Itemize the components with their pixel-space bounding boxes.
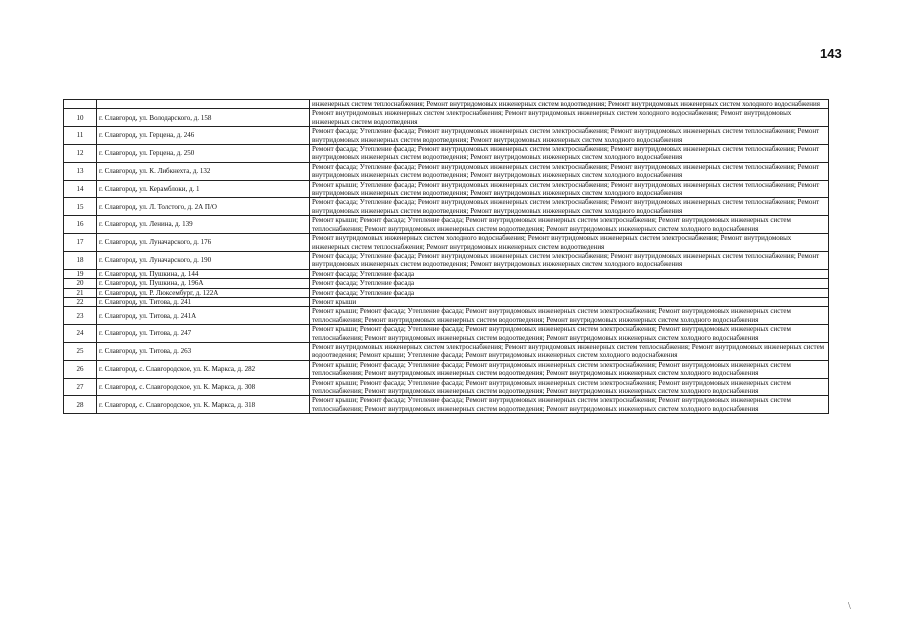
row-number: 14 — [64, 180, 97, 198]
table-row — [64, 325, 829, 343]
row-address: г. Славгород, с. Славгородское, ул. К. Маркса, д. 318 — [97, 396, 310, 414]
row-address: г. Славгород, ул. Герцена, д. 250 — [97, 145, 310, 163]
row-works: Ремонт крыши; Ремонт фасада; Утепление фасада; Ремонт внутридомовых инженерных систем электроснабжения; Ремонт внутридомовых инженерных систем теплоснабжения; Ремонт внутридомовых инженерных систем водоотведения; Ремонт внутридомовых инженерных систем холодного водоснабжения — [310, 360, 829, 378]
table-row — [64, 109, 829, 127]
row-works: инженерных систем теплоснабжения; Ремонт внутридомовых инженерных систем водоотведения; Ремонт внутридомовых инженерных систем холодного водоснабжения — [310, 100, 829, 109]
row-works: Ремонт крыши; Ремонт фасада; Утепление фасада; Ремонт внутридомовых инженерных систем электроснабжения; Ремонт внутридомовых инженерных систем теплоснабжения; Ремонт внутридомовых инженерных систем водоотведения; Ремонт внутридомовых инженерных систем холодного водоснабжения — [310, 325, 829, 343]
row-number: 26 — [64, 360, 97, 378]
row-works: Ремонт фасада; Утепление фасада; Ремонт внутридомовых инженерных систем электроснабжения; Ремонт внутридомовых инженерных систем теплоснабжения; Ремонт внутридомовых инженерных систем водоотведения; Ремонт внутридомовых инженерных систем холодного водоснабжения — [310, 251, 829, 269]
row-number: 10 — [64, 109, 97, 127]
table-row — [64, 180, 829, 198]
page-number: 143 — [820, 46, 842, 61]
row-address: г. Славгород, с. Славгородское, ул. К. Маркса, д. 282 — [97, 360, 310, 378]
row-works: Ремонт крыши; Ремонт фасада; Утепление фасада; Ремонт внутридомовых инженерных систем электроснабжения; Ремонт внутридомовых инженерных систем теплоснабжения; Ремонт внутридомовых инженерных систем водоотведения; Ремонт внутридомовых инженерных систем холодного водоснабжения — [310, 396, 829, 414]
row-address: г. Славгород, ул. Володарского, д. 158 — [97, 109, 310, 127]
repair-schedule-table — [63, 99, 829, 414]
row-works: Ремонт крыши; Ремонт фасада; Утепление фасада; Ремонт внутридомовых инженерных систем электроснабжения; Ремонт внутридомовых инженерных систем теплоснабжения; Ремонт внутридомовых инженерных систем водоотведения; Ремонт внутридомовых инженерных систем холодного водоснабжения — [310, 216, 829, 234]
row-works: Ремонт крыши — [310, 297, 829, 306]
row-number: 17 — [64, 234, 97, 252]
row-number: 22 — [64, 297, 97, 306]
table-row — [64, 127, 829, 145]
row-address: г. Славгород, с. Славгородское, ул. К. Маркса, д. 308 — [97, 378, 310, 396]
row-works: Ремонт крыши; Ремонт фасада; Утепление фасада; Ремонт внутридомовых инженерных систем электроснабжения; Ремонт внутридомовых инженерных систем теплоснабжения; Ремонт внутридомовых инженерных систем водоотведения; Ремонт внутридомовых инженерных систем холодного водоснабжения — [310, 378, 829, 396]
table-row — [64, 378, 829, 396]
row-works: Ремонт крыши; Ремонт фасада; Утепление фасада; Ремонт внутридомовых инженерных систем электроснабжения; Ремонт внутридомовых инженерных систем теплоснабжения; Ремонт внутридомовых инженерных систем водоотведения; Ремонт внутридомовых инженерных систем холодного водоснабжения — [310, 307, 829, 325]
table-row — [64, 251, 829, 269]
row-number: 24 — [64, 325, 97, 343]
table-row — [64, 216, 829, 234]
row-number: 18 — [64, 251, 97, 269]
row-address: г. Славгород, ул. Р. Люксембург, д. 122А — [97, 288, 310, 297]
row-number: 27 — [64, 378, 97, 396]
row-number: 15 — [64, 198, 97, 216]
row-works: Ремонт внутридомовых инженерных систем электроснабжения; Ремонт внутридомовых инженерных систем холодного водоснабжения; Ремонт внутридомовых инженерных систем водоотведения — [310, 109, 829, 127]
table-body — [64, 100, 829, 414]
row-address: г. Славгород, ул. Герцена, д. 246 — [97, 127, 310, 145]
row-number: 11 — [64, 127, 97, 145]
row-works: Ремонт внутридомовых инженерных систем холодного водоснабжения; Ремонт внутридомовых инженерных систем электроснабжения; Ремонт внутридомовых инженерных систем теплоснабжения; Ремонт внутридомовых инженерных систем водоотведения — [310, 234, 829, 252]
row-address: г. Славгород, ул. Л. Толстого, д. 2А П/О — [97, 198, 310, 216]
row-works: Ремонт фасада; Утепление фасада; Ремонт внутридомовых инженерных систем электроснабжения; Ремонт внутридомовых инженерных систем теплоснабжения; Ремонт внутридомовых инженерных систем водоотведения; Ремонт внутридомовых инженерных систем холодного водоснабжения — [310, 145, 829, 163]
row-number — [64, 100, 97, 109]
row-number: 21 — [64, 288, 97, 297]
row-number: 16 — [64, 216, 97, 234]
row-number: 13 — [64, 162, 97, 180]
table-row — [64, 396, 829, 414]
row-number: 25 — [64, 342, 97, 360]
row-address: г. Славгород, ул. Керамблоки, д. 1 — [97, 180, 310, 198]
table-row — [64, 234, 829, 252]
row-address: г. Славгород, ул. Луначарского, д. 190 — [97, 251, 310, 269]
row-address: г. Славгород, ул. Титова, д. 241А — [97, 307, 310, 325]
table-row — [64, 100, 829, 109]
table-row — [64, 198, 829, 216]
table-row — [64, 162, 829, 180]
row-address: г. Славгород, ул. Титова, д. 263 — [97, 342, 310, 360]
table-row — [64, 269, 829, 278]
row-address: г. Славгород, ул. К. Либкнехта, д. 132 — [97, 162, 310, 180]
row-works: Ремонт фасада; Утепление фасада; Ремонт внутридомовых инженерных систем электроснабжения; Ремонт внутридомовых инженерных систем теплоснабжения; Ремонт внутридомовых инженерных систем водоотведения; Ремонт внутридомовых инженерных систем холодного водоснабжения — [310, 127, 829, 145]
row-address: г. Славгород, ул. Ленина, д. 139 — [97, 216, 310, 234]
table-row — [64, 279, 829, 288]
row-address: г. Славгород, ул. Титова, д. 241 — [97, 297, 310, 306]
row-works: Ремонт фасада; Утепление фасада; Ремонт внутридомовых инженерных систем электроснабжения; Ремонт внутридомовых инженерных систем теплоснабжения; Ремонт внутридомовых инженерных систем водоотведения; Ремонт внутридомовых инженерных систем холодного водоснабжения — [310, 162, 829, 180]
stray-mark: \ — [848, 601, 851, 612]
row-number: 23 — [64, 307, 97, 325]
row-number: 12 — [64, 145, 97, 163]
row-address: г. Славгород, ул. Луначарского, д. 176 — [97, 234, 310, 252]
row-address: г. Славгород, ул. Пушкина, д. 144 — [97, 269, 310, 278]
row-works: Ремонт крыши; Утепление фасада; Ремонт внутридомовых инженерных систем электроснабжения; Ремонт внутридомовых инженерных систем теплоснабжения; Ремонт внутридомовых инженерных систем водоотведения; Ремонт внутридомовых инженерных систем холодного водоснабжения — [310, 180, 829, 198]
row-works: Ремонт фасада; Утепление фасада — [310, 269, 829, 278]
table-row — [64, 307, 829, 325]
table-row — [64, 288, 829, 297]
row-number: 20 — [64, 279, 97, 288]
table-row — [64, 297, 829, 306]
row-works: Ремонт фасада; Утепление фасада — [310, 279, 829, 288]
row-works: Ремонт фасада; Утепление фасада — [310, 288, 829, 297]
row-address: г. Славгород, ул. Титова, д. 247 — [97, 325, 310, 343]
table-row — [64, 145, 829, 163]
row-works: Ремонт внутридомовых инженерных систем электроснабжения; Ремонт внутридомовых инженерных систем теплоснабжения; Ремонт внутридомовых инженерных систем водоотведения; Ремонт крыши; Утепление фасада; Ремонт внутридомовых инженерных систем холодного водоснабжения — [310, 342, 829, 360]
row-works: Ремонт фасада; Утепление фасада; Ремонт внутридомовых инженерных систем электроснабжения; Ремонт внутридомовых инженерных систем теплоснабжения; Ремонт внутридомовых инженерных систем водоотведения; Ремонт внутридомовых инженерных систем холодного водоснабжения — [310, 198, 829, 216]
row-address: г. Славгород, ул. Пушкина, д. 196А — [97, 279, 310, 288]
row-address — [97, 100, 310, 109]
row-number: 28 — [64, 396, 97, 414]
table-row — [64, 342, 829, 360]
table-row — [64, 360, 829, 378]
row-number: 19 — [64, 269, 97, 278]
